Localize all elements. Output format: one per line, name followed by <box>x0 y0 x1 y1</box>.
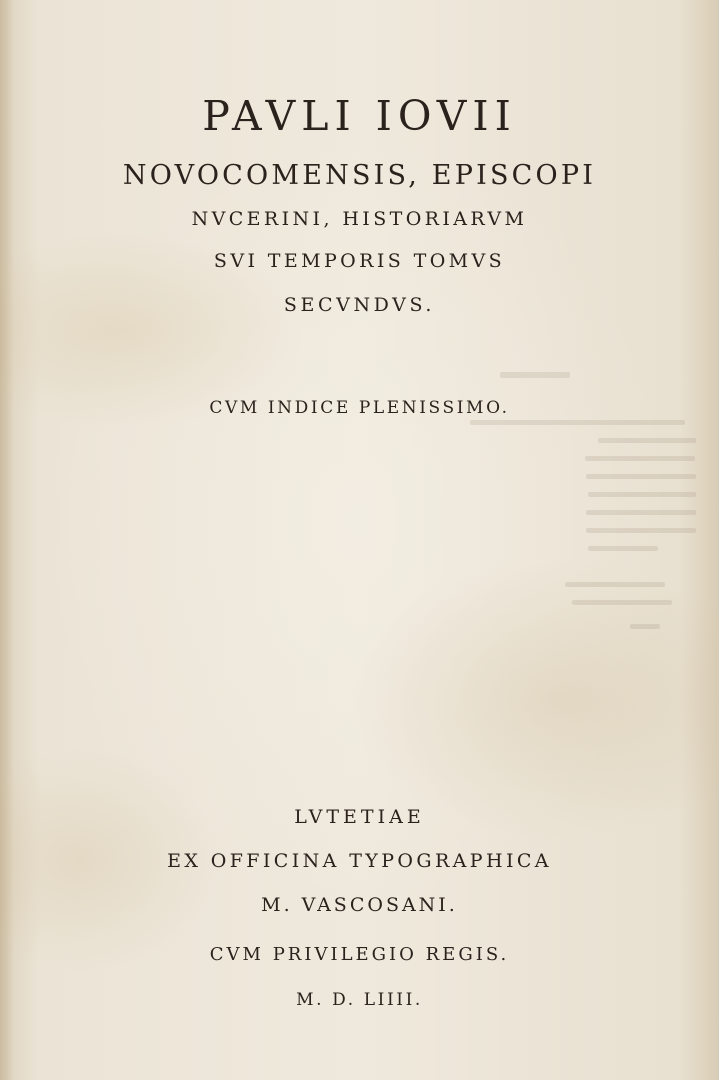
imprint-press: EX OFFICINA TYPOGRAPHICA <box>167 850 552 872</box>
work-title-line-2: SVI TEMPORIS TOMVS <box>213 250 506 272</box>
publication-year: M. D. LIIII. <box>296 990 423 1010</box>
work-title-line-3: SECVNDVS. <box>283 294 436 316</box>
author-origin: NOVOCOMENSIS, EPISCOPI <box>122 160 597 191</box>
imprint-printer: M. VASCOSANI. <box>261 894 458 916</box>
imprint-city: LVTETIAE <box>294 806 425 828</box>
privilege-note: CVM PRIVILEGIO REGIS. <box>209 944 510 965</box>
work-title-line-1: NVCERINI, HISTORIARVM <box>191 208 528 230</box>
index-note: CVM INDICE PLENISSIMO. <box>209 398 510 418</box>
author-name: PAVLI IOVII <box>202 92 517 140</box>
